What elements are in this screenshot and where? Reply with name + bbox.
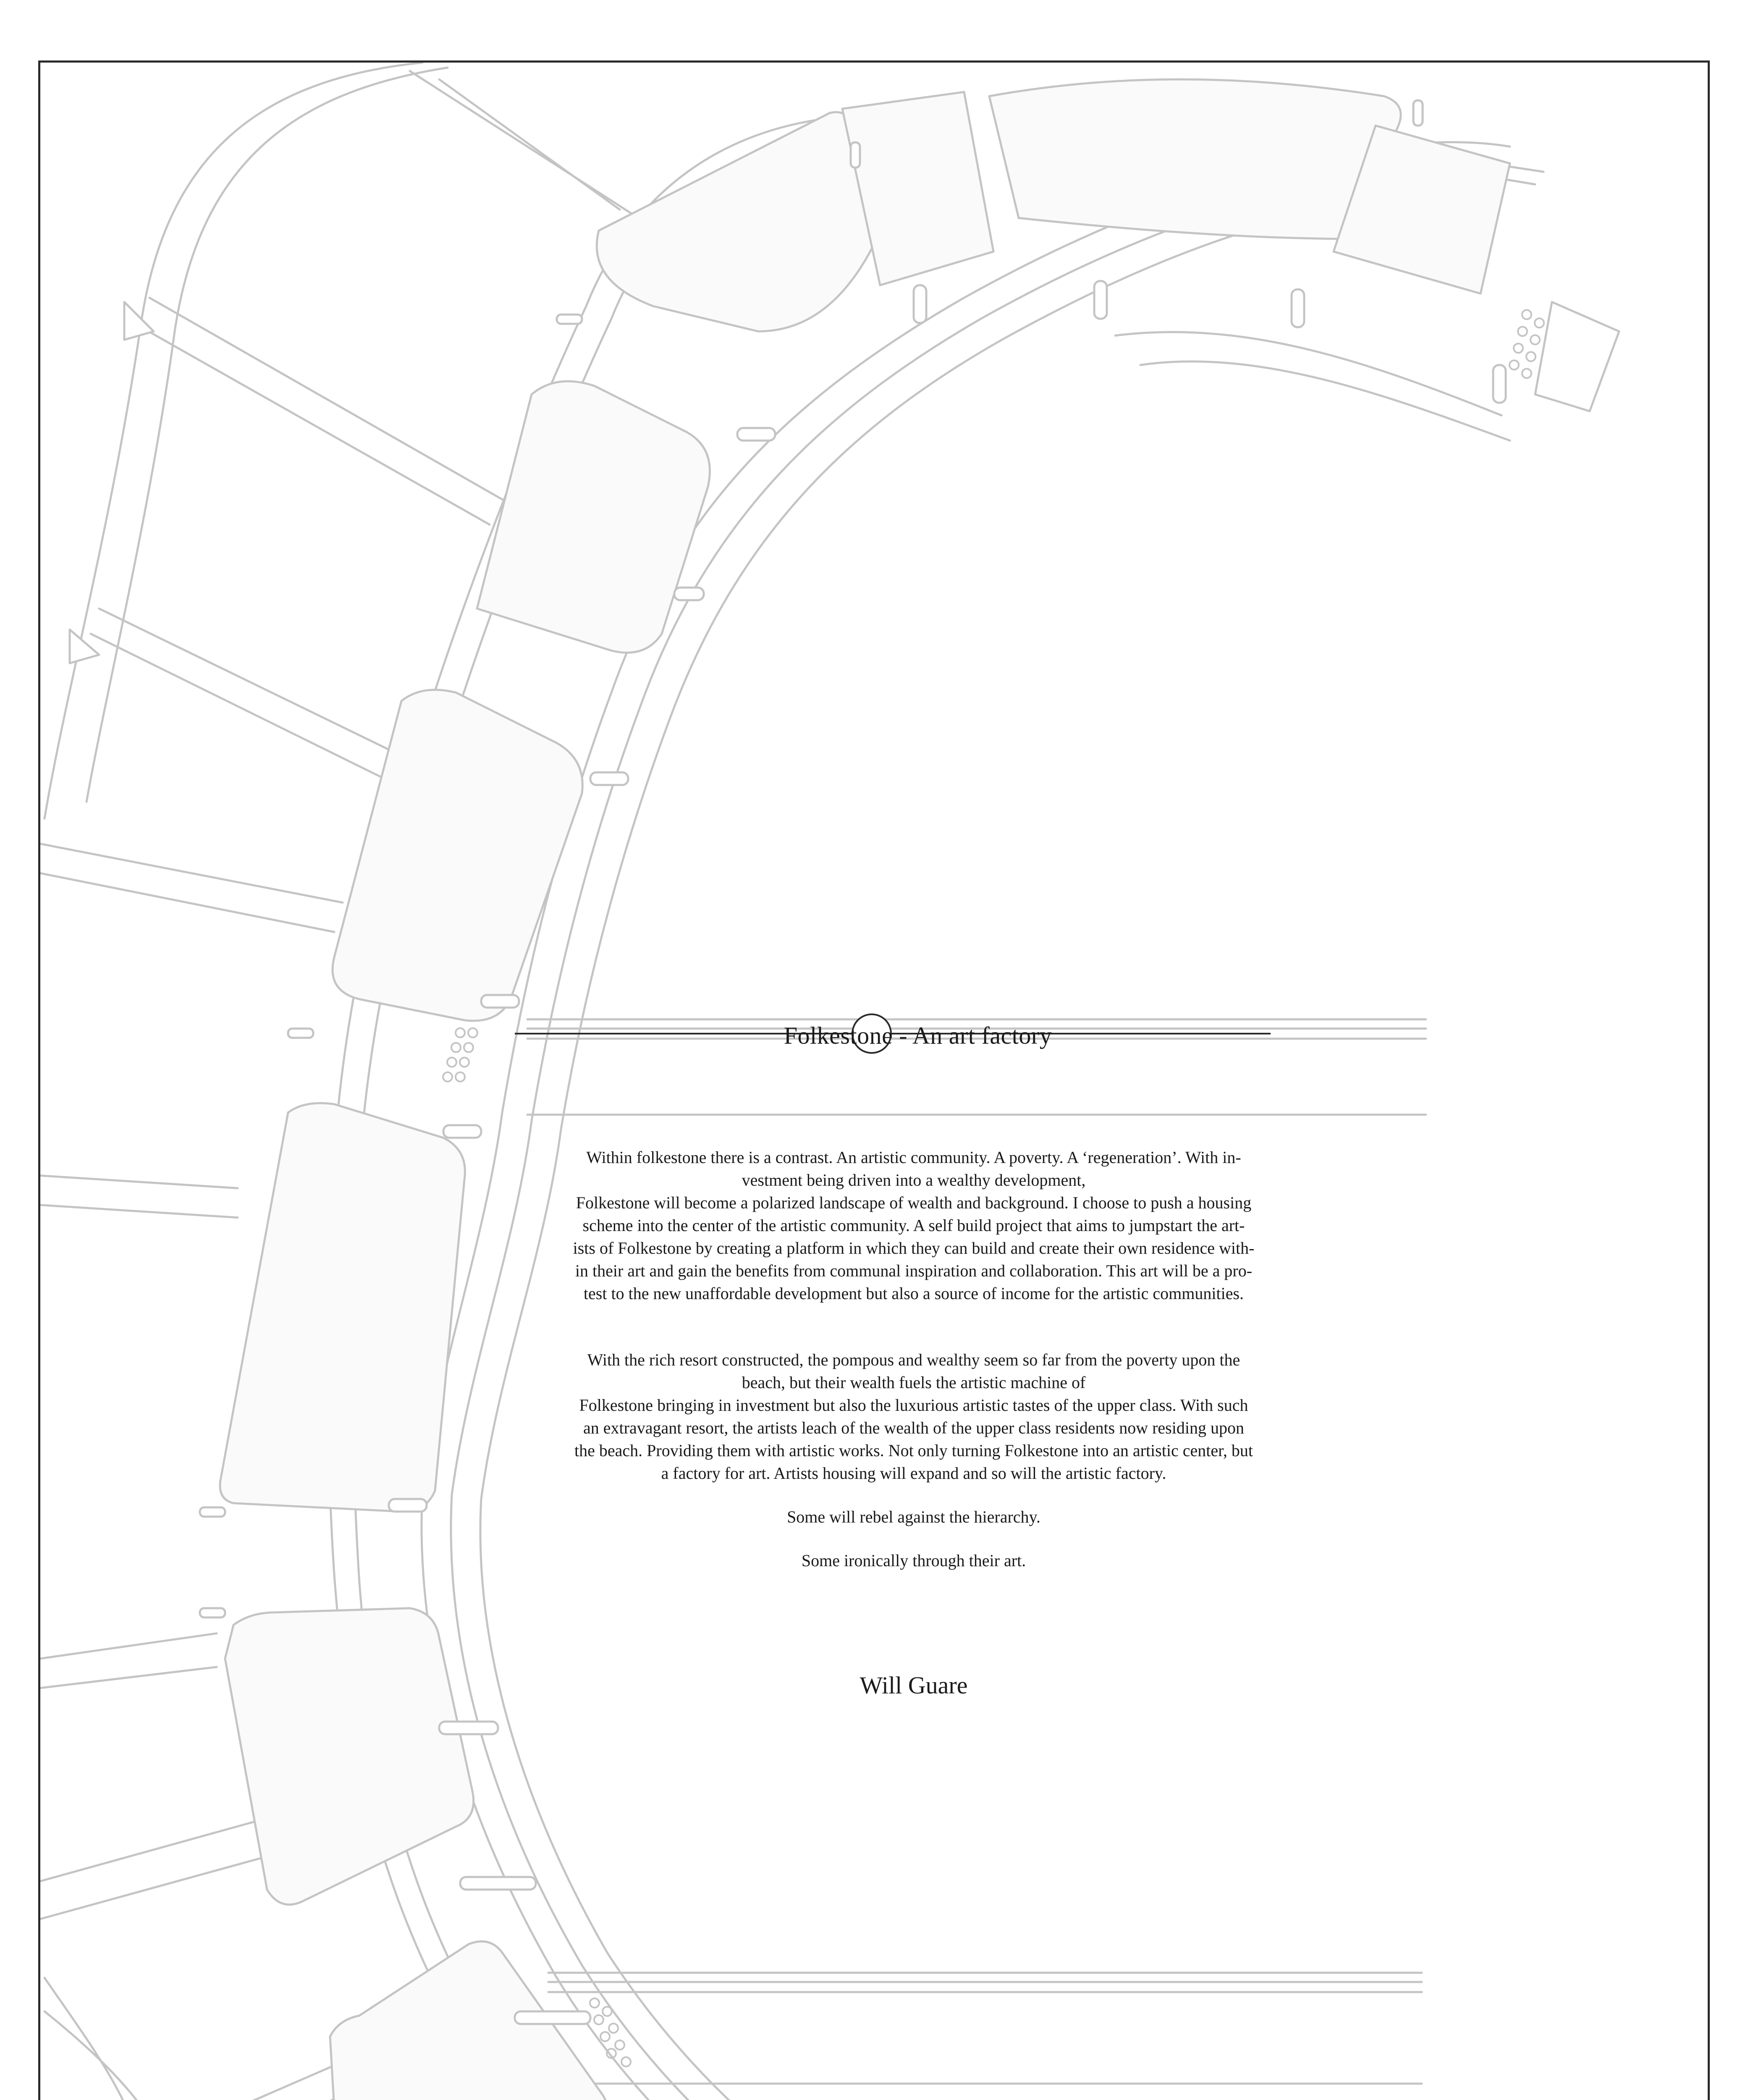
paragraph-line: Folkestone bringing in investment but also the luxurious artistic tastes of the upper class. With such	[579, 1396, 1248, 1415]
radial-line	[40, 1205, 238, 1218]
housing-module	[220, 1103, 465, 1512]
connector-pin	[737, 428, 775, 441]
connector-pin	[389, 1499, 427, 1512]
connector-pin	[1292, 289, 1304, 327]
radial-line	[410, 71, 645, 222]
dot-marker	[590, 1998, 599, 2008]
radial-line	[91, 634, 397, 785]
radial-line	[40, 1633, 217, 1659]
dot-marker	[468, 1028, 477, 1037]
connector-pin	[443, 1125, 481, 1138]
connector-pin	[515, 2011, 590, 2024]
dot-marker	[456, 1072, 465, 1082]
direction-arrow-icon	[124, 302, 154, 340]
paragraph-line: beach, but their wealth fuels the artistic machine of	[742, 1373, 1086, 1392]
radial-line	[141, 327, 490, 525]
radial-line	[40, 873, 334, 932]
dot-marker	[609, 2024, 618, 2033]
ironic-line: Some ironically through their art.	[801, 1551, 1026, 1570]
document-title: Folkestone - An art factory	[784, 1022, 1052, 1049]
arm-line	[1115, 332, 1502, 415]
outer-road-line-lower	[45, 1978, 217, 2100]
dot-marker	[451, 1043, 461, 1052]
seating-block	[1535, 302, 1619, 411]
sheet-frame	[38, 60, 1710, 2100]
paragraph-line: scheme into the center of the artistic community. A self build project that aims to jumpstart the art-	[582, 1216, 1245, 1235]
connector-pin	[200, 1507, 225, 1517]
housing-module	[225, 1608, 474, 1905]
author-name: Will Guare	[860, 1672, 968, 1699]
connector-pin	[1493, 365, 1506, 403]
outer-road-line-lower-inner	[45, 2011, 242, 2100]
paragraph-line: Folkestone will become a polarized landscape of wealth and background. I choose to push a housing	[576, 1193, 1252, 1212]
dot-marker	[1518, 327, 1527, 336]
dot-marker	[594, 2015, 603, 2024]
connector-pin	[439, 1722, 498, 1734]
connector-pin	[914, 285, 926, 323]
connector-pin	[557, 315, 582, 324]
dot-marker	[447, 1058, 456, 1067]
connector-pin	[1094, 281, 1107, 319]
dot-marker	[1535, 318, 1544, 328]
radial-line	[149, 2062, 343, 2100]
radial-line	[40, 1852, 284, 1919]
connector-pin	[460, 1877, 536, 1890]
arm-line	[1140, 362, 1510, 441]
radial-line	[439, 79, 620, 210]
dot-marker	[464, 1043, 473, 1052]
dot-marker	[1514, 344, 1523, 353]
housing-module	[597, 112, 884, 331]
connector-pin	[674, 588, 704, 600]
paragraph-line: an extravagant resort, the artists leach of the wealth of the upper class residents now residing upon	[583, 1418, 1244, 1437]
connector-pin	[1413, 100, 1423, 126]
paragraph-line: vestment being driven into a wealthy development,	[742, 1171, 1086, 1189]
paragraph-line: in their art and gain the benefits from communal inspiration and collaboration. This art will be a pro-	[575, 1261, 1253, 1280]
radial-line	[99, 609, 410, 760]
dot-marker	[615, 2040, 624, 2050]
connector-pin	[288, 1029, 313, 1038]
dot-marker	[1510, 360, 1519, 370]
paragraph-line: the beach. Providing them with artistic works. Not only turning Folkestone into an artistic center, but	[574, 1441, 1253, 1460]
dot-marker	[600, 2032, 610, 2041]
dot-marker	[1530, 335, 1540, 344]
radial-line	[40, 1818, 267, 1881]
connector-pin	[590, 772, 628, 785]
intro-paragraph	[477, 1146, 1350, 1305]
resort-paragraph	[477, 1349, 1350, 1485]
radial-line	[166, 2087, 359, 2100]
paragraph-line: test to the new unaffordable development but also a source of income for the artistic communities.	[583, 1284, 1244, 1303]
housing-module	[989, 79, 1401, 239]
dot-marker	[456, 1028, 465, 1037]
housing-module	[477, 381, 710, 653]
dot-marker	[1522, 310, 1531, 319]
outer-road-line-inner	[86, 68, 448, 802]
dot-marker	[1526, 352, 1536, 361]
paragraph-line: With the rich resort constructed, the pompous and wealthy seem so far from the poverty upon the	[587, 1350, 1240, 1369]
dot-marker	[443, 1072, 452, 1082]
connector-pin	[481, 995, 519, 1008]
dot-marker	[460, 1058, 469, 1067]
radial-line	[40, 844, 343, 903]
radial-line	[40, 1176, 238, 1188]
paragraph-line: ists of Folkestone by creating a platform in which they can build and create their own residence with-	[573, 1239, 1255, 1257]
site-plan-drawing	[40, 63, 1710, 2100]
dot-marker	[1522, 369, 1531, 378]
rebel-line: Some will rebel against the hierarchy.	[787, 1507, 1040, 1526]
radial-line	[40, 1667, 217, 1688]
radial-line	[149, 298, 502, 499]
dot-marker	[621, 2057, 631, 2066]
dot-marker	[603, 2007, 612, 2016]
paragraph-line: a factory for art. Artists housing will expand and so will the artistic factory.	[661, 1464, 1166, 1483]
connector-pin	[851, 142, 860, 168]
connector-pin	[200, 1608, 225, 1617]
paragraph-line: Within folkestone there is a contrast. An artistic community. A poverty. A ‘regeneration’. With in-	[586, 1148, 1241, 1167]
